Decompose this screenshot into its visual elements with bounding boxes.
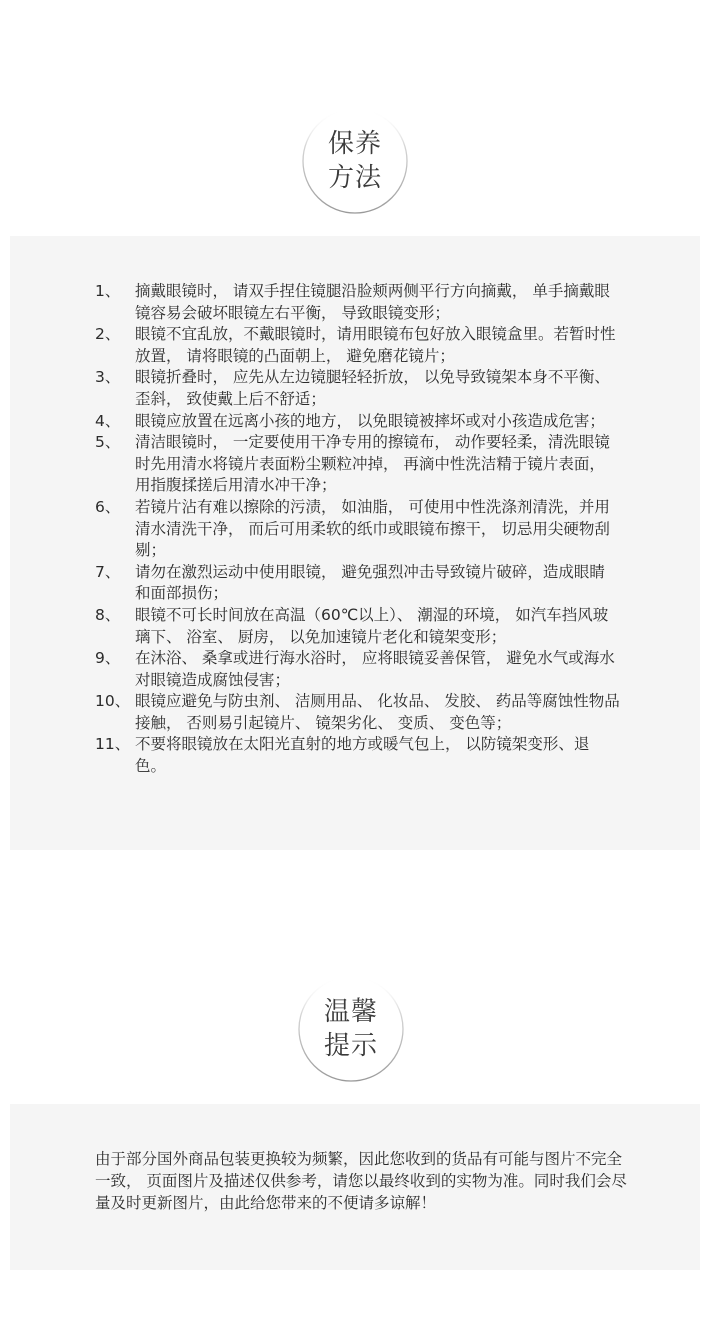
item-text: 摘戴眼镜时， 请双手捏住镜腿沿脸颊两侧平行方向摘戴， 单手摘戴眼镜容易会破坏眼镜左右平衡， 导致眼镜变形；: [135, 282, 610, 322]
item-number: 9、: [95, 649, 121, 668]
item-text: 在沐浴、 桑拿或进行海水浴时， 应将眼镜妥善保管， 避免水气或海水对眼镜造成腐蚀侵害；: [135, 649, 615, 689]
item-number: 1、: [95, 282, 121, 300]
item-number: 4、: [95, 411, 121, 430]
list-item: [95, 411, 620, 433]
item-number: 11、: [95, 735, 131, 754]
item-text: 不要将眼镜放在太阳光直射的地方或暖气包上， 以防镜架变形、退色。: [135, 735, 590, 776]
item-text: 清洁眼镜时， 一定要使用干净专用的擦镜布， 动作要轻柔，清洗眼镜时先用清水将镜片表面粉尘颗粒冲掉， 再滴中性洗洁精于镜片表面， 用指腹揉搓后用清水冲干净；: [135, 433, 610, 495]
item-text: 眼镜应放置在远离小孩的地方， 以免眼镜被摔坏或对小孩造成危害；: [135, 411, 605, 430]
item-text: 眼镜不宜乱放，不戴眼镜时，请用眼镜布包好放入眼镜盒里。若暂时性放置， 请将眼镜的凸面朝上， 避免磨花镜片；: [135, 325, 616, 365]
item-number: 10、: [95, 692, 131, 711]
list-item: [95, 497, 620, 562]
notice-badge-line2: 提示: [323, 1031, 378, 1061]
item-text: 眼镜折叠时， 应先从左边镜腿轻轻折放， 以免导致镜架本身不平衡、 歪斜， 致使戴上后不舒适；: [135, 368, 610, 408]
item-text: 若镜片沾有难以擦除的污渍， 如油脂， 可使用中性洗涤剂清洗，并用清水清洗干净， 而后可用柔软的纸巾或眼镜布擦干， 切忌用尖硬物刮剔；: [135, 497, 610, 560]
item-number: 3、: [95, 368, 121, 387]
list-item: [95, 734, 620, 777]
list-item: [95, 691, 620, 734]
item-number: 5、: [95, 433, 121, 452]
care-list: [95, 281, 620, 778]
list-item: [95, 562, 620, 605]
item-text: 眼镜不可长时间放在高温（60℃以上）、 潮湿的环境， 如汽车挡风玻璃下、 浴室、 厨房， 以免加速镜片老化和镜架变形；: [135, 605, 609, 646]
item-number: 7、: [95, 562, 121, 581]
item-number: 8、: [95, 605, 121, 624]
list-item: [95, 324, 620, 367]
notice-badge-line1: 温馨: [323, 997, 378, 1027]
notice-text: 由于部分国外商品包装更换较为频繁，因此您收到的货品有可能与图片不完全一致， 页面图片及描述仅供参考，请您以最终收到的实物为准。同时我们会尽量及时更新图片，由此给您带来的不便请多谅解！: [95, 1150, 627, 1212]
list-item: [95, 648, 620, 691]
list-item: [95, 281, 620, 324]
item-text: 眼镜应避免与防虫剂、 洁厕用品、 化妆品、 发胶、 药品等腐蚀性物品接触， 否则易引起镜片、 镜架劣化、 变质、 变色等；: [135, 692, 620, 732]
notice-badge: [297, 975, 405, 1083]
care-badge-line1: 保养: [327, 129, 382, 159]
care-badge-line2: 方法: [327, 163, 382, 193]
item-text: 请勿在激烈运动中使用眼镜， 避免强烈冲击导致镜片破碎，造成眼睛和面部损伤；: [135, 562, 605, 603]
list-item: [95, 432, 620, 497]
care-badge: [301, 107, 409, 215]
list-item: [95, 605, 620, 648]
list-item: [95, 367, 620, 410]
item-number: 6、: [95, 497, 121, 516]
item-number: 2、: [95, 325, 121, 344]
